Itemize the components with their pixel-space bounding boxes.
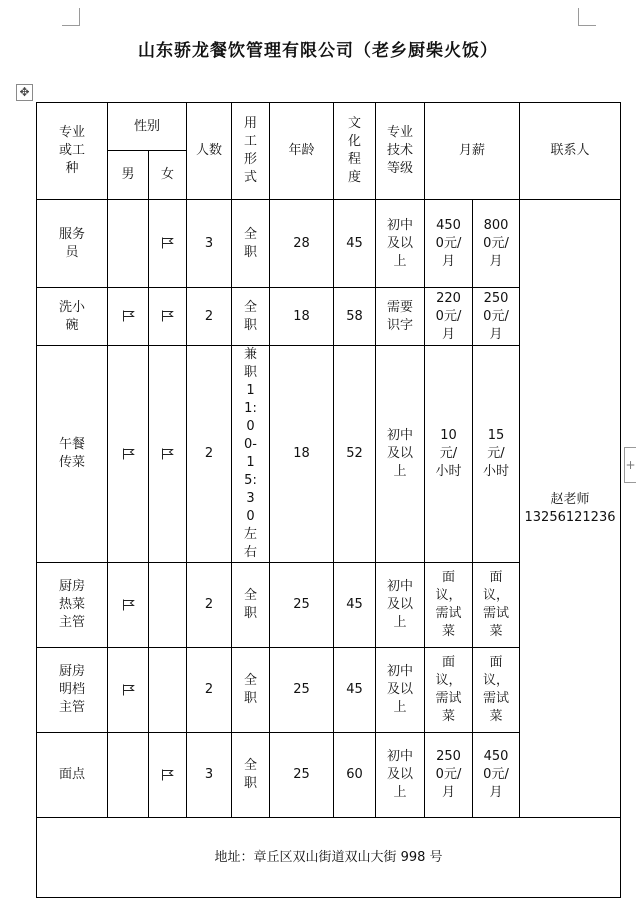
cell-male — [108, 733, 149, 818]
cell-salary-max: 2500元/月 — [473, 288, 520, 346]
cell-female — [149, 563, 187, 648]
cell-count: 2 — [187, 563, 232, 648]
cell-age: 18 — [270, 346, 334, 563]
address-row — [37, 818, 621, 898]
cell-age: 25 — [270, 733, 334, 818]
cell-job: 厨房热菜主管 — [37, 563, 108, 648]
cell-salary-min: 面议，需试菜 — [425, 563, 473, 648]
job-table — [36, 102, 621, 898]
cell-employment: 全职 — [232, 563, 270, 648]
cell-female — [149, 200, 187, 288]
flag-icon — [161, 310, 174, 322]
cell-education: 45 — [334, 200, 376, 288]
contact-phone: 13256121236 — [524, 509, 616, 525]
cell-contact — [520, 200, 621, 818]
cell-skill: 需要识字 — [376, 288, 425, 346]
cell-employment: 全职 — [232, 733, 270, 818]
cell-female — [149, 648, 187, 733]
cell-male — [108, 200, 149, 288]
cell-salary-min: 面议，需试菜 — [425, 648, 473, 733]
cell-count: 2 — [187, 346, 232, 563]
cell-male — [108, 288, 149, 346]
cell-job: 午餐传菜 — [37, 346, 108, 563]
flag-icon — [161, 448, 174, 460]
flag-icon — [161, 237, 174, 249]
cell-count: 3 — [187, 200, 232, 288]
cell-employment: 全职 — [232, 288, 270, 346]
address-text: 地址：章丘区双山街道双山大街 998 号 — [37, 818, 621, 898]
table-move-handle-icon[interactable]: ✥ — [16, 84, 33, 101]
header-gender: 性别 — [108, 103, 187, 151]
flag-icon — [122, 310, 135, 322]
header-age: 年龄 — [270, 103, 334, 200]
cell-salary-min: 4500元/月 — [425, 200, 473, 288]
cell-employment: 全职 — [232, 200, 270, 288]
cell-count: 2 — [187, 288, 232, 346]
cell-job: 厨房明档主管 — [37, 648, 108, 733]
header-male: 男 — [108, 151, 149, 200]
header-salary: 月薪 — [425, 103, 520, 200]
crop-mark-top-right — [578, 8, 596, 26]
cell-skill: 初中及以上 — [376, 733, 425, 818]
header-job: 专业或工种 — [37, 103, 108, 200]
cell-education: 60 — [334, 733, 376, 818]
crop-mark-top-left — [62, 8, 80, 26]
cell-education: 45 — [334, 648, 376, 733]
cell-education: 45 — [334, 563, 376, 648]
flag-icon — [122, 684, 135, 696]
cell-salary-max: 15元/小时 — [473, 346, 520, 563]
cell-female — [149, 288, 187, 346]
header-contact: 联系人 — [520, 103, 621, 200]
flag-icon — [122, 448, 135, 460]
cell-female — [149, 733, 187, 818]
cell-male — [108, 648, 149, 733]
cell-male — [108, 346, 149, 563]
side-expand-tab[interactable]: + — [624, 447, 636, 483]
cell-employment: 兼职11:00-15:30左右 — [232, 346, 270, 563]
contact-name: 赵老师 — [550, 491, 590, 507]
cell-job: 服务员 — [37, 200, 108, 288]
cell-age: 25 — [270, 648, 334, 733]
cell-count: 3 — [187, 733, 232, 818]
cell-salary-min: 2200元/月 — [425, 288, 473, 346]
table-row — [37, 200, 621, 288]
cell-salary-max: 面议，需试菜 — [473, 648, 520, 733]
cell-skill: 初中及以上 — [376, 200, 425, 288]
cell-education: 58 — [334, 288, 376, 346]
cell-male — [108, 563, 149, 648]
cell-salary-min: 10元/小时 — [425, 346, 473, 563]
cell-skill: 初中及以上 — [376, 346, 425, 563]
cell-salary-min: 2500元/月 — [425, 733, 473, 818]
cell-employment: 全职 — [232, 648, 270, 733]
cell-female — [149, 346, 187, 563]
cell-age: 18 — [270, 288, 334, 346]
document-title: 山东骄龙餐饮管理有限公司（老乡厨柴火饭） — [138, 41, 498, 61]
cell-skill: 初中及以上 — [376, 648, 425, 733]
header-education: 文化程度 — [334, 103, 376, 200]
header-employment: 用工形式 — [232, 103, 270, 200]
cell-age: 28 — [270, 200, 334, 288]
header-skill: 专业技术等级 — [376, 103, 425, 200]
cell-education: 52 — [334, 346, 376, 563]
cell-salary-max: 4500元/月 — [473, 733, 520, 818]
cell-count: 2 — [187, 648, 232, 733]
cell-job: 洗小碗 — [37, 288, 108, 346]
flag-icon — [161, 769, 174, 781]
cell-salary-max: 面议，需试菜 — [473, 563, 520, 648]
cell-job: 面点 — [37, 733, 108, 818]
cell-salary-max: 8000元/月 — [473, 200, 520, 288]
cell-age: 25 — [270, 563, 334, 648]
cell-skill: 初中及以上 — [376, 563, 425, 648]
header-female: 女 — [149, 151, 187, 200]
flag-icon — [122, 599, 135, 611]
header-count: 人数 — [187, 103, 232, 200]
